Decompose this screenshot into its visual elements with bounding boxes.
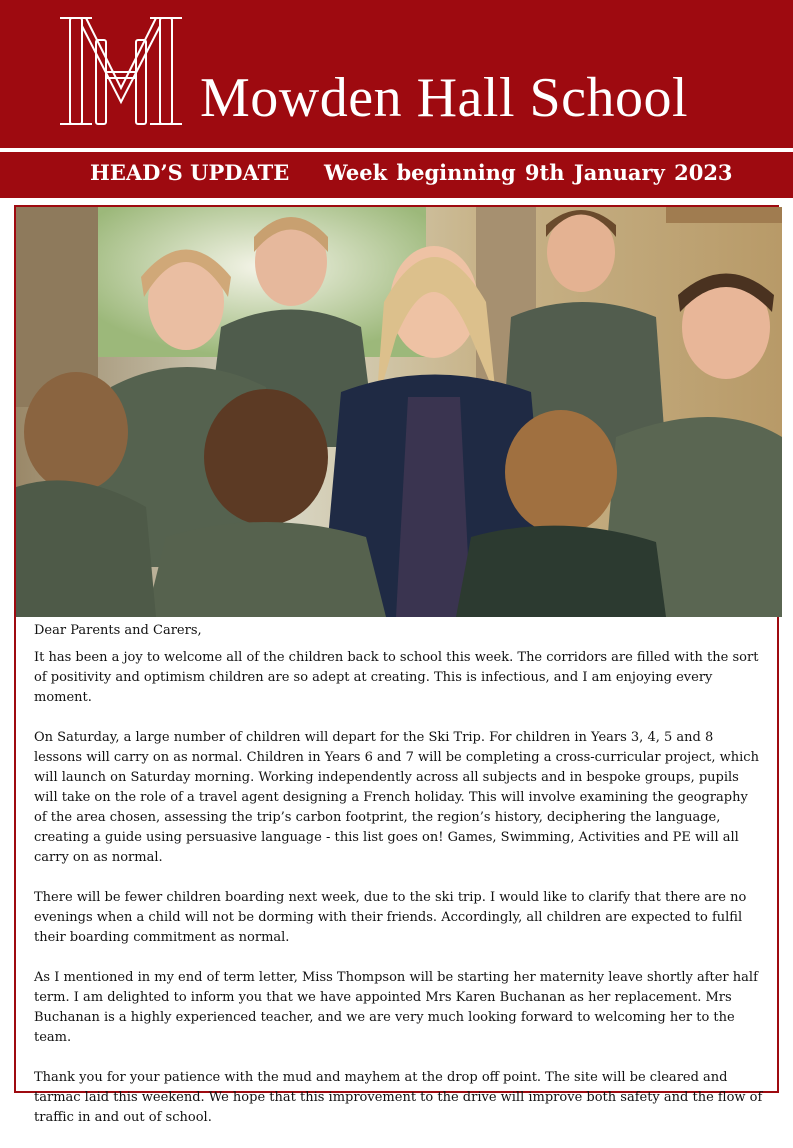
heads-update-title: HEAD’S UPDATE bbox=[90, 160, 290, 185]
photo-illustration bbox=[16, 207, 782, 617]
school-monogram-logo bbox=[56, 12, 186, 130]
letter-paragraph: Thank you for your patience with the mud and mayhem at the drop off point. The site will be cleared and tarmac laid this weekend. We hope that this improvement to the drive will improve both safety and the flow of traffic in and out of school. bbox=[34, 1070, 763, 1125]
letter-paragraph: There will be fewer children boarding next week, due to the ski trip. I would like to clarify that there are no evenings when a child will not be dorming with their friends. Accordingly, all children are expected to fulfil their boarding commitment as normal. bbox=[34, 890, 747, 945]
letter-greeting: Dear Parents and Carers, bbox=[34, 623, 202, 638]
letter-body bbox=[34, 621, 764, 1148]
group-photo bbox=[16, 207, 782, 617]
week-beginning-date: Week beginning 9th January 2023 bbox=[324, 160, 733, 185]
letter-paragraph: It has been a joy to welcome all of the children back to school this week. The corridors are filled with the sort of positivity and optimism children are so adept at creating. This is infectious, and I am enjoying every moment. bbox=[34, 650, 759, 705]
letter-paragraph: As I mentioned in my end of term letter, Miss Thompson will be starting her maternity leave shortly after half term. I am delighted to inform you that we have appointed Mrs Karen Buchanan as her replacement. Mrs Buchanan is a highly experienced teacher, and we are very much looking forward to welcoming her to the team. bbox=[34, 970, 758, 1045]
letter-paragraph: On Saturday, a large number of children will depart for the Ski Trip. For children in Years 3, 4, 5 and 8 lessons will carry on as normal. Children in Years 6 and 7 will be completing a cross-curricular project, which will launch on Saturday morning. Working independently across all subjects and in bespoke groups, pupils will take on the role of a travel agent designing a French holiday. This will involve examining the geography of the area chosen, assessing the trip’s carbon footprint, the region’s history, deciphering the language, creating a guide using persuasive language - this list goes on! Games, Swimming, Activities and PE will all carry on as normal. bbox=[34, 730, 759, 865]
school-name: Mowden Hall School bbox=[200, 67, 689, 129]
